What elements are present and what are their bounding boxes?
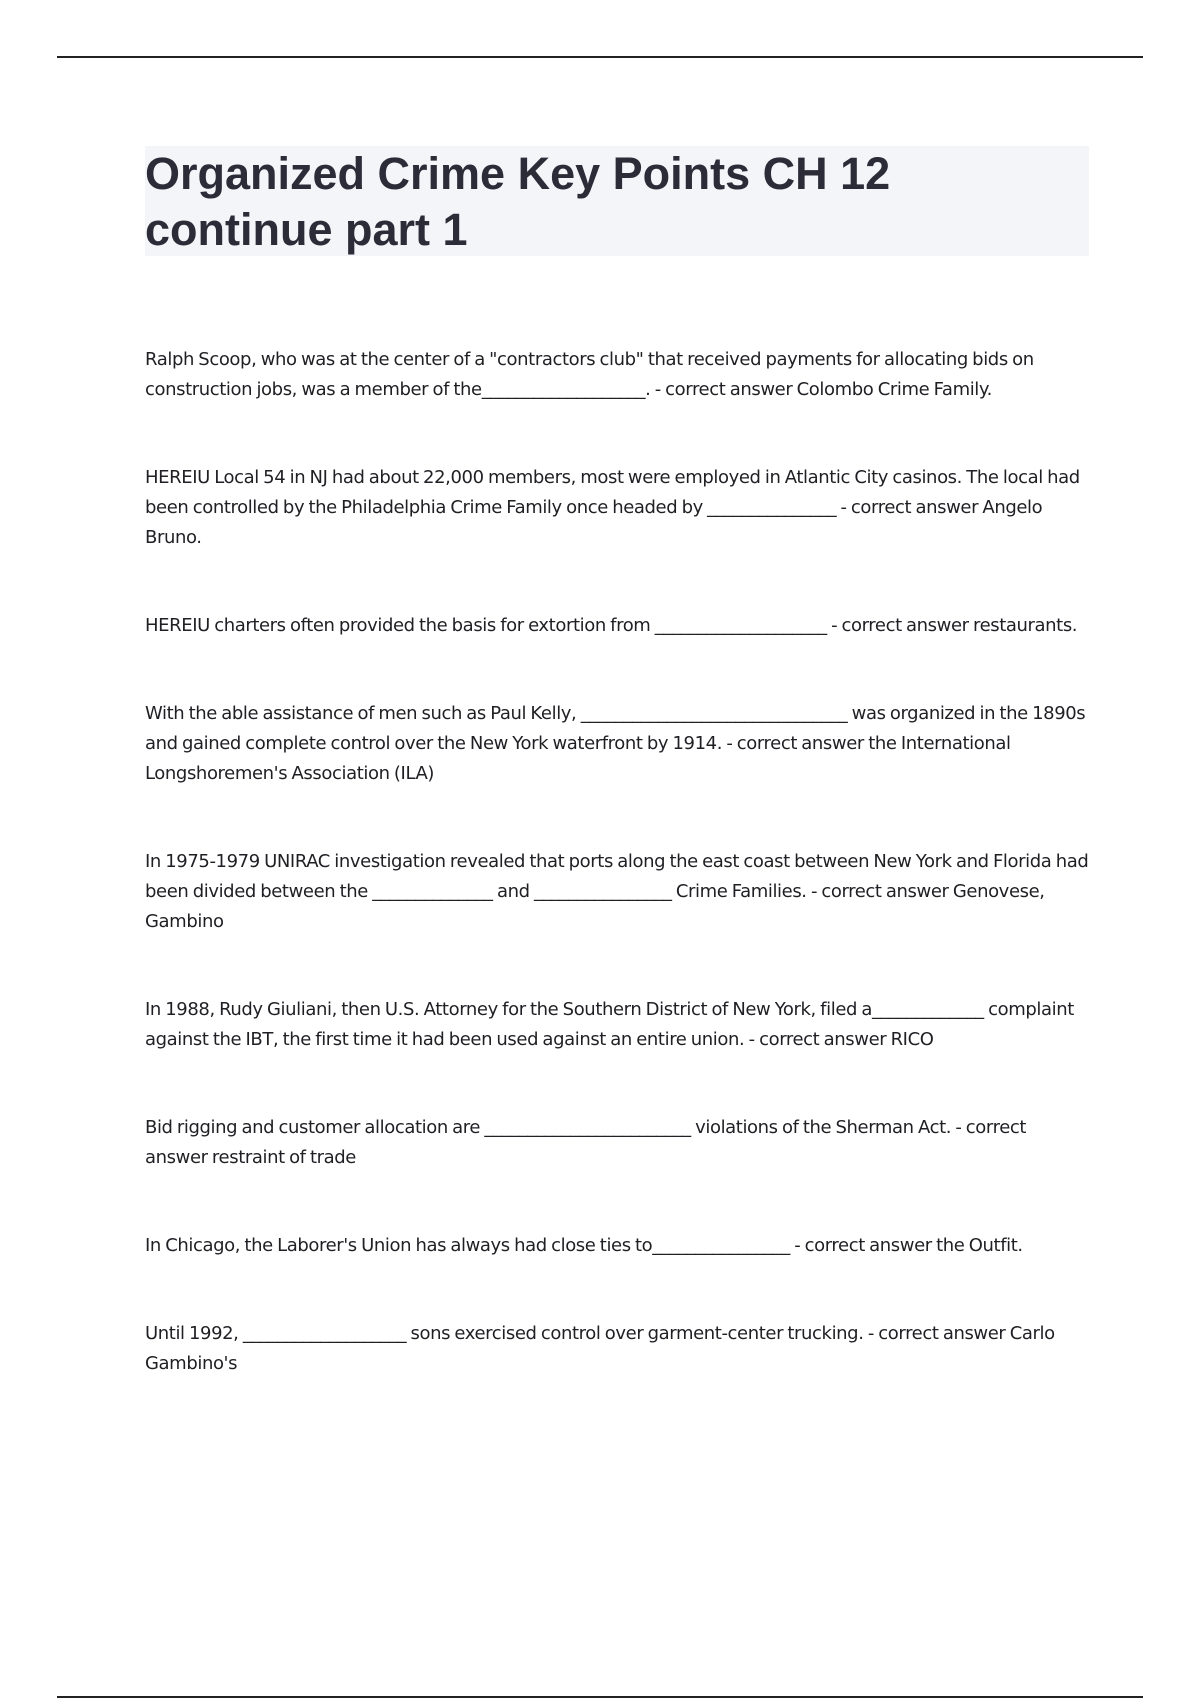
page-title: Organized Crime Key Points CH 12 continue part 1 — [145, 148, 891, 255]
top-rule — [57, 56, 1143, 58]
question-item: HEREIU Local 54 in NJ had about 22,000 members, most were employed in Atlantic City casinos. The local had been controlled by the Philadelphia Crime Family once headed by _______________ - correct answer Angelo Bruno. — [145, 467, 1080, 548]
question-item: Ralph Scoop, who was at the center of a "contractors club" that received payments for allocating bids on construction jobs, was a member of the___________________. - correct answer Colombo Crime Family. — [145, 349, 1034, 400]
title-box — [145, 146, 1089, 256]
question-item: Until 1992, ___________________ sons exercised control over garment-center trucking. - correct answer Carlo Gambino's — [145, 1323, 1055, 1374]
question-item: With the able assistance of men such as Paul Kelly, _______________________________ was organized in the 1890s and gained complete control over the New York waterfront by 1914. - correct answer the International Longshoremen's Association (ILA) — [145, 703, 1086, 784]
question-item: In 1975-1979 UNIRAC investigation revealed that ports along the east coast between New York and Florida had been divided between the ______________ and ________________ Crime Families. - correct answer Genovese, Gambino — [145, 851, 1089, 932]
question-list — [145, 345, 1090, 1437]
question-item: Bid rigging and customer allocation are ________________________ violations of the Sherman Act. - correct answer restraint of trade — [145, 1117, 1027, 1168]
question-item: In Chicago, the Laborer's Union has always had close ties to________________ - correct answer the Outfit. — [145, 1235, 1023, 1256]
question-item: In 1988, Rudy Giuliani, then U.S. Attorney for the Southern District of New York, filed a_____________ complaint against the IBT, the first time it had been used against an entire union. - correct answer RICO — [145, 999, 1074, 1050]
bottom-rule — [57, 1696, 1143, 1698]
question-item: HEREIU charters often provided the basis for extortion from ____________________ - correct answer restaurants. — [145, 615, 1078, 636]
